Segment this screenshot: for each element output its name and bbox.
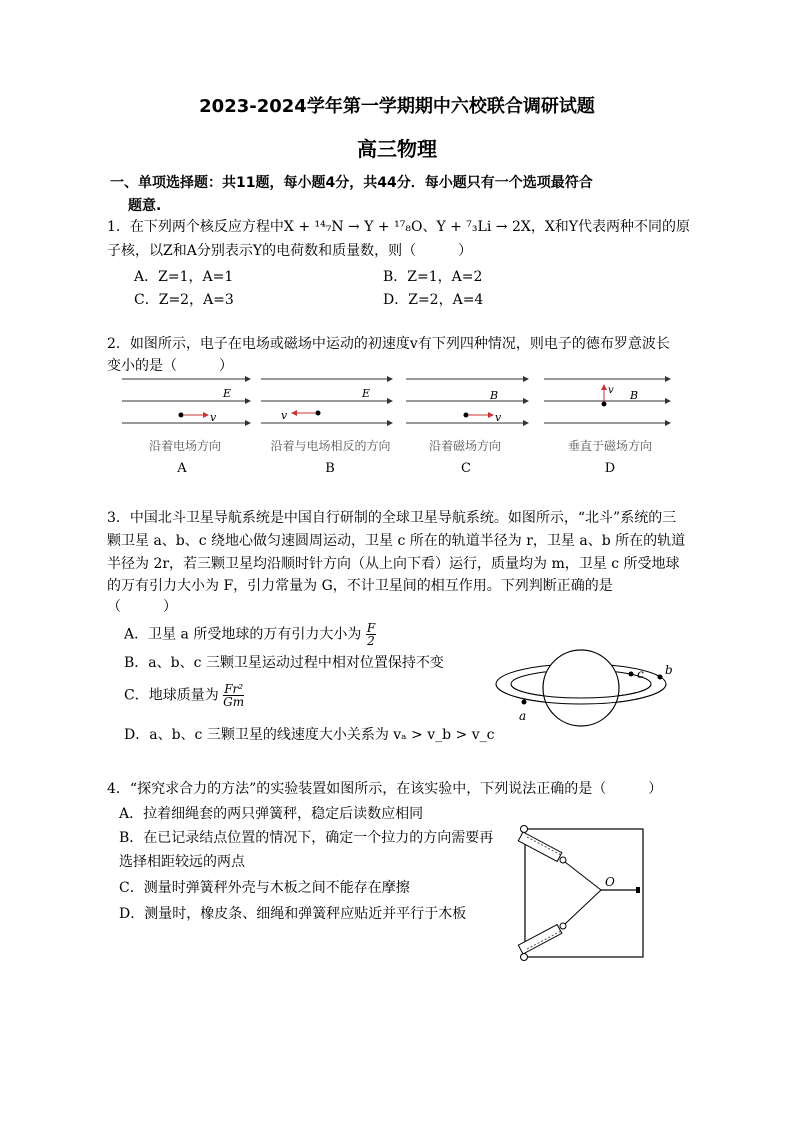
q1-equation-2: Y + ⁷₃Li → 2X [436,219,531,235]
section-heading: 一、单项选择题：共11题，每小题4分，共44分．每小题只有一个选项最符合 [110,175,593,191]
q2d-letter: D [604,461,616,476]
q1-option-a: A．Z=1，A=1 [134,269,234,285]
q1-stem-line2: 子核，以Z和A分别表示Y的电荷数和质量数，则（ ） [107,243,473,259]
q3-option-d: D．a、b、c 三颗卫星的线速度大小关系为 vₐ > v_b > v_c [124,727,495,743]
satellite-b-label: b [665,663,673,677]
q4-option-c: C．测量时弹簧秤外壳与木板之间不能存在摩擦 [119,880,410,896]
section-heading-cont: 题意. [128,198,162,214]
q2b-letter: B [325,461,335,476]
q3-option-c: C．地球质量为 $\frac{\text{Fr²}}{Gm}$ [124,682,245,709]
q4-option-d: D．测量时，橡皮条、细绳和弹簧秤应贴近并平行于木板 [119,906,467,922]
q2d-field-label: B [630,389,639,402]
q2-stem-line2: 变小的是（ ） [107,358,233,374]
q2-figure-c [406,379,528,424]
q4-option-b-cont: 选择相距较远的两点 [119,854,245,870]
q3-option-a-fraction: $\frac{F}{2}$ [366,621,376,648]
q3-stem-line2: 颗卫星 a、b、c 绕地心做匀速圆周运动，卫星 c 所在的轨道半径为 r，卫星 a、b 所在的轨道 [107,533,686,549]
q1-option-c: C．Z=2，A=3 [134,292,234,308]
q2b-field-label: E [362,387,371,400]
q1-stem: 1．在下列两个核反应方程中X + ¹⁴₇N → Y + ¹⁷₈O、Y + ⁷₃Li → 2X，X和Y代表两种不同的原 [107,219,691,235]
q3-stem-line5: （ ） [107,599,177,615]
q4-stem: 4．“探究求合力的方法”的实验装置如图所示，在该实验中，下列说法正确的是（ ） [107,781,663,797]
q2a-letter: A [177,461,187,476]
q4-option-a: A．拉着细绳套的两只弹簧秤，稳定后读数应相同 [119,806,424,822]
q1-option-b: B．Z=1，A=2 [383,269,483,285]
q3-stem-line3: 半径为 2r，若三颗卫星均沿顺时针方向（从上向下看）运行，质量均为 m，卫星 c 所受地球 [107,556,680,572]
q3-satellite-figure [494,640,684,730]
exam-title: 2023-2024学年第一学期期中六校联合调研试题 [199,96,595,117]
q2-figure-b [261,379,392,423]
q2c-velocity-label: v [495,411,502,424]
q4-option-b: B．在已记录结点位置的情况下，确定一个拉力的方向需要再 [119,830,494,846]
satellite-a-label: a [519,709,527,723]
q2c-letter: C [461,461,471,476]
q2a-field-label: E [223,387,232,400]
q1-equation-1: X + ¹⁴₇N → Y + ¹⁷₈O [283,219,423,235]
satellite-b [658,675,663,680]
q2c-caption: 沿着磁场方向 [428,439,501,453]
q2d-velocity-label: v [608,385,614,396]
exam-subject: 高三物理 [357,137,437,161]
knot-o-label: O [605,875,615,889]
q2-stem: 2．如图所示，电子在电场或磁场中运动的初速度v有下列四种情况，则电子的德布罗意波长 [107,336,670,352]
q3-option-a: A．卫星 a 所受地球的万有引力大小为 $\frac{F}{2}$ [124,621,376,648]
satellite-a [522,700,527,705]
satellite-c-label: c [637,667,644,681]
q2-figure-d [544,379,670,423]
q3-stem-line4: 的万有引力大小为 F，引力常量为 G，不计卫星间的相互作用。下列判断正确的是 [107,578,613,594]
q2c-field-label: B [490,389,499,402]
q3-option-b: B．a、b、c 三颗卫星运动过程中相对位置保持不变 [124,655,444,671]
q2b-velocity-label: v [281,409,288,422]
q4-apparatus-figure [515,823,650,968]
satellite-c [629,672,634,677]
q2a-velocity-label: v [210,411,217,424]
q2b-caption: 沿着与电场相反的方向 [270,439,391,453]
q2d-caption: 垂直于磁场方向 [567,439,652,453]
q3-option-c-fraction: $\frac{\text{Fr²}}{Gm}$ [223,682,245,709]
q2a-caption: 沿着电场方向 [148,439,221,453]
q2-figure-a [122,379,250,424]
q1-option-d: D．Z=2，A=4 [383,292,484,308]
q3-stem-line1: 3．中国北斗卫星导航系统是中国自行研制的全球卫星导航系统。如图所示，“北斗”系统的三 [107,510,677,526]
